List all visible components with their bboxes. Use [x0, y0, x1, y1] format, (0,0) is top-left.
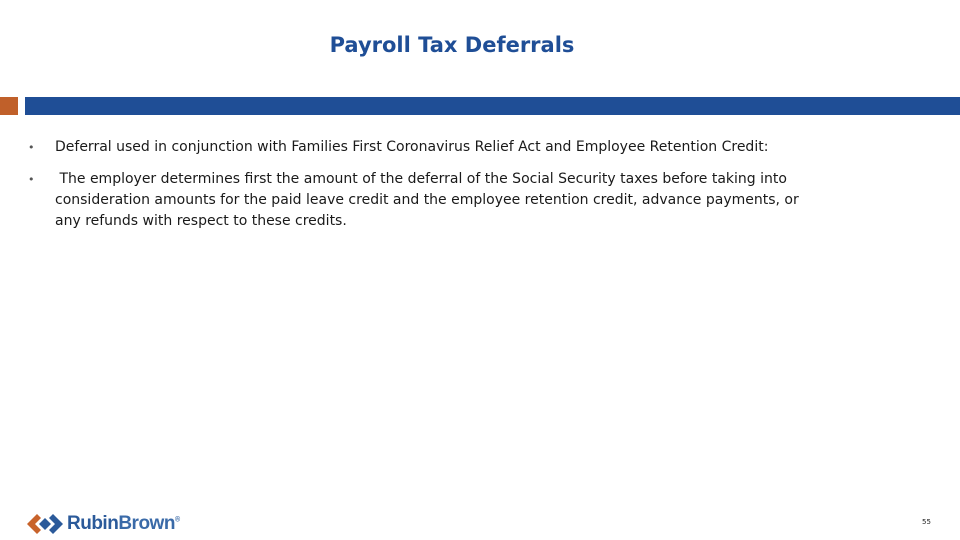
rubinbrown-logo [27, 512, 180, 536]
logo-mark-icon [27, 514, 63, 534]
bullet-dot-icon: • [28, 173, 35, 186]
bullet-list [28, 137, 828, 243]
slide-title: Payroll Tax Deferrals [329, 33, 575, 57]
bullet-text: Deferral used in conjunction with Families First Coronavirus Relief Act and Employee Retention Credit: [55, 139, 769, 155]
title-bar [25, 97, 960, 115]
bullet-text: The employer determines first the amount of the deferral of the Social Security taxes before taking into consideration amounts for the paid leave credit and the employee retention credit, advance payments, or any refunds with respect to these credits. [55, 171, 804, 229]
logo-wordmark [67, 513, 180, 535]
accent-square [0, 97, 18, 115]
logo-word-brown: Brown [118, 513, 175, 534]
bullet-dot-icon: • [28, 141, 35, 154]
logo-registered-mark: ® [174, 516, 180, 524]
bullet-item [28, 137, 828, 158]
page-number: 55 [922, 518, 931, 526]
logo-word-rubin: Rubin [67, 513, 119, 534]
bullet-item [28, 169, 828, 232]
